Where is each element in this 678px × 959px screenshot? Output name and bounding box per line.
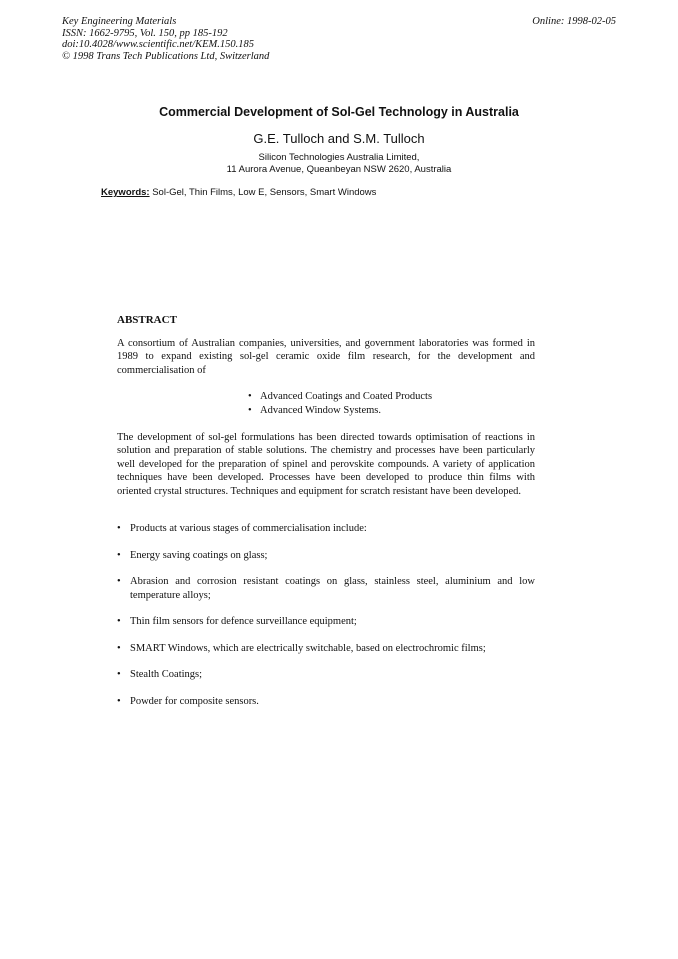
commercialisation-targets-list [248, 390, 432, 418]
keywords-text: Sol-Gel, Thin Films, Low E, Sensors, Smart Windows [152, 187, 377, 198]
list-item: • Abrasion and corrosion resistant coatings on glass, stainless steel, aluminium and low temperature alloys; [117, 575, 535, 602]
list-item: • Advanced Window Systems. [248, 404, 432, 418]
journal-name: Key Engineering Materials [62, 16, 177, 27]
online-date: Online: 1998-02-05 [532, 16, 616, 27]
list-item: • Products at various stages of commercialisation include: [117, 522, 535, 535]
list-item: • Advanced Coatings and Coated Products [248, 390, 432, 404]
copyright-line: © 1998 Trans Tech Publications Ltd, Switzerland [62, 50, 270, 62]
issn-line: ISSN: 1662-9795, Vol. 150, pp 185-192 [62, 27, 228, 39]
list-item: • SMART Windows, which are electrically switchable, based on electrochromic films; [117, 642, 535, 655]
affiliation-line-2: 11 Aurora Avenue, Queanbeyan NSW 2620, Australia [226, 164, 452, 175]
affiliation-line-1: Silicon Technologies Australia Limited, [258, 152, 420, 163]
abstract-paragraph-1: A consortium of Australian companies, universities, and government laboratories was formed in 1989 to expand existing sol-gel ceramic oxide film research, for the development and commercialisation of [117, 338, 535, 376]
list-item: • Thin film sensors for defence surveillance equipment; [117, 615, 535, 628]
paper-authors: G.E. Tulloch and S.M. Tulloch [253, 131, 425, 146]
journal-header [62, 16, 269, 62]
paper-title: Commercial Development of Sol-Gel Technology in Australia [159, 105, 519, 119]
abstract-heading: ABSTRACT [117, 314, 177, 326]
keywords-label: Keywords: [101, 187, 150, 198]
products-list [117, 522, 535, 722]
abstract-paragraph-2: The development of sol-gel formulations has been directed towards optimisation of reactions in solution and preparation of stable solutions. The chemistry and processes have been particularly well developed for the preparation of spinel and perovskite compounds. A variety of application techniques have been developed. Processes have been developed to produce thin films with oriented crystal structures. Techniques and equipment for scratch resistant have been developed. [117, 432, 535, 497]
keywords-line [101, 187, 376, 198]
doi-line: doi:10.4028/www.scientific.net/KEM.150.185 [62, 39, 254, 50]
affiliation [0, 152, 678, 176]
list-item: • Stealth Coatings; [117, 668, 535, 681]
list-item: • Energy saving coatings on glass; [117, 549, 535, 562]
list-item: • Powder for composite sensors. [117, 695, 535, 708]
